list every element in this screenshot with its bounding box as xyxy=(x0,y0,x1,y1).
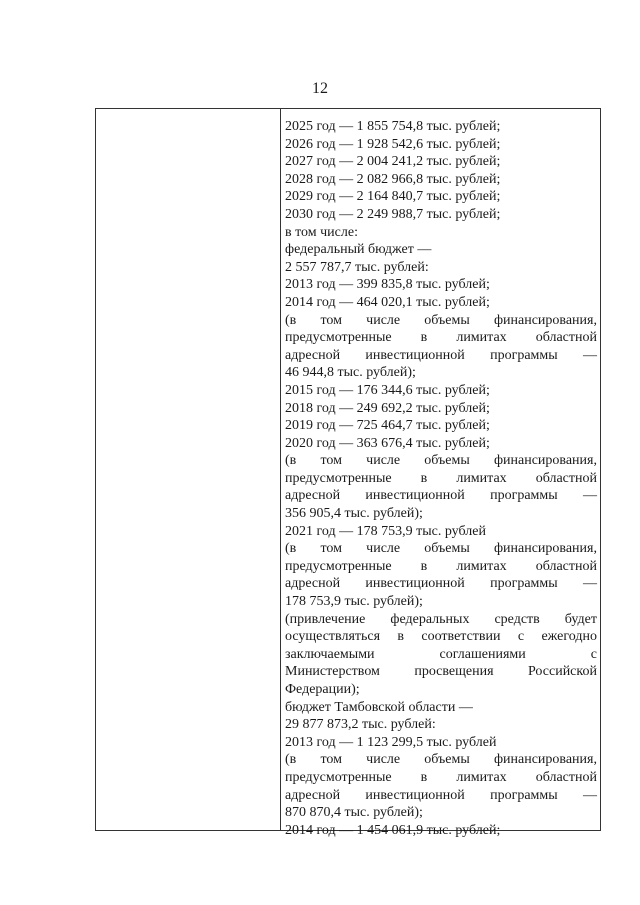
text-line: 2 557 787,7 тыс. рублей: xyxy=(285,259,429,275)
table-left-cell xyxy=(96,109,280,830)
text-line: заключаемыми соглашениями с xyxy=(285,646,597,662)
text-line: в том числе: xyxy=(285,224,358,240)
table-right-cell xyxy=(285,118,597,839)
text-line: 2020 год — 363 676,4 тыс. рублей; xyxy=(285,435,490,451)
text-line: предусмотренные в лимитах областной xyxy=(285,330,597,346)
text-line: 2014 год — 1 454 061,9 тыс. рублей; xyxy=(285,822,501,838)
text-line: 2019 год — 725 464,7 тыс. рублей; xyxy=(285,418,490,434)
text-line: 2025 год — 1 855 754,8 тыс. рублей; xyxy=(285,119,501,134)
text-line: 2014 год — 464 020,1 тыс. рублей; xyxy=(285,294,490,310)
text-line: (в том числе объемы финансирования, xyxy=(285,541,597,557)
text-line: предусмотренные в лимитах областной xyxy=(285,558,597,574)
text-line: адресной инвестиционной программы — xyxy=(285,347,597,363)
text-line: адресной инвестиционной программы — xyxy=(285,576,597,592)
column-divider xyxy=(280,109,281,830)
text-line: предусмотренные в лимитах областной xyxy=(285,470,597,486)
text-line: 2029 год — 2 164 840,7 тыс. рублей; xyxy=(285,189,501,205)
text-line: 178 753,9 тыс. рублей); xyxy=(285,594,423,610)
text-line: 2026 год — 1 928 542,6 тыс. рублей; xyxy=(285,136,501,152)
text-line: 2021 год — 178 753,9 тыс. рублей xyxy=(285,523,486,539)
text-line: 46 944,8 тыс. рублей); xyxy=(285,365,416,381)
text-line: (в том числе объемы финансирования, xyxy=(285,312,597,328)
text-line: 29 877 873,2 тыс. рублей: xyxy=(285,717,436,733)
text-line: 870 870,4 тыс. рублей); xyxy=(285,805,423,821)
financing-table xyxy=(95,108,601,838)
text-line: Федерации); xyxy=(285,682,360,697)
text-line: 2015 год — 176 344,6 тыс. рублей; xyxy=(285,382,490,398)
text-line: (в том числе объемы финансирования, xyxy=(285,752,597,768)
text-line: 2013 год — 399 835,8 тыс. рублей; xyxy=(285,277,490,293)
text-line: бюджет Тамбовской области — xyxy=(285,699,473,715)
text-line: 2030 год — 2 249 988,7 тыс. рублей; xyxy=(285,206,501,222)
text-line: предусмотренные в лимитах областной xyxy=(285,769,597,785)
text-line: 2028 год — 2 082 966,8 тыс. рублей; xyxy=(285,171,501,187)
page-number: 12 xyxy=(312,80,328,97)
text-line: 2018 год — 249 692,2 тыс. рублей; xyxy=(285,400,490,416)
text-line: (в том числе объемы финансирования, xyxy=(285,453,597,469)
text-line: адресной инвестиционной программы — xyxy=(285,488,597,504)
text-line: федеральный бюджет — xyxy=(285,242,432,258)
text-line: 2027 год — 2 004 241,2 тыс. рублей; xyxy=(285,154,501,170)
text-line: Министерством просвещения Российской xyxy=(285,664,597,680)
text-line: 356 905,4 тыс. рублей); xyxy=(285,506,423,522)
text-line: (привлечение федеральных средств будет xyxy=(285,611,597,627)
text-line: осуществляться в соответствии с ежегодно xyxy=(285,629,597,645)
text-line: адресной инвестиционной программы — xyxy=(285,787,597,803)
text-line: 2013 год — 1 123 299,5 тыс. рублей xyxy=(285,734,497,750)
